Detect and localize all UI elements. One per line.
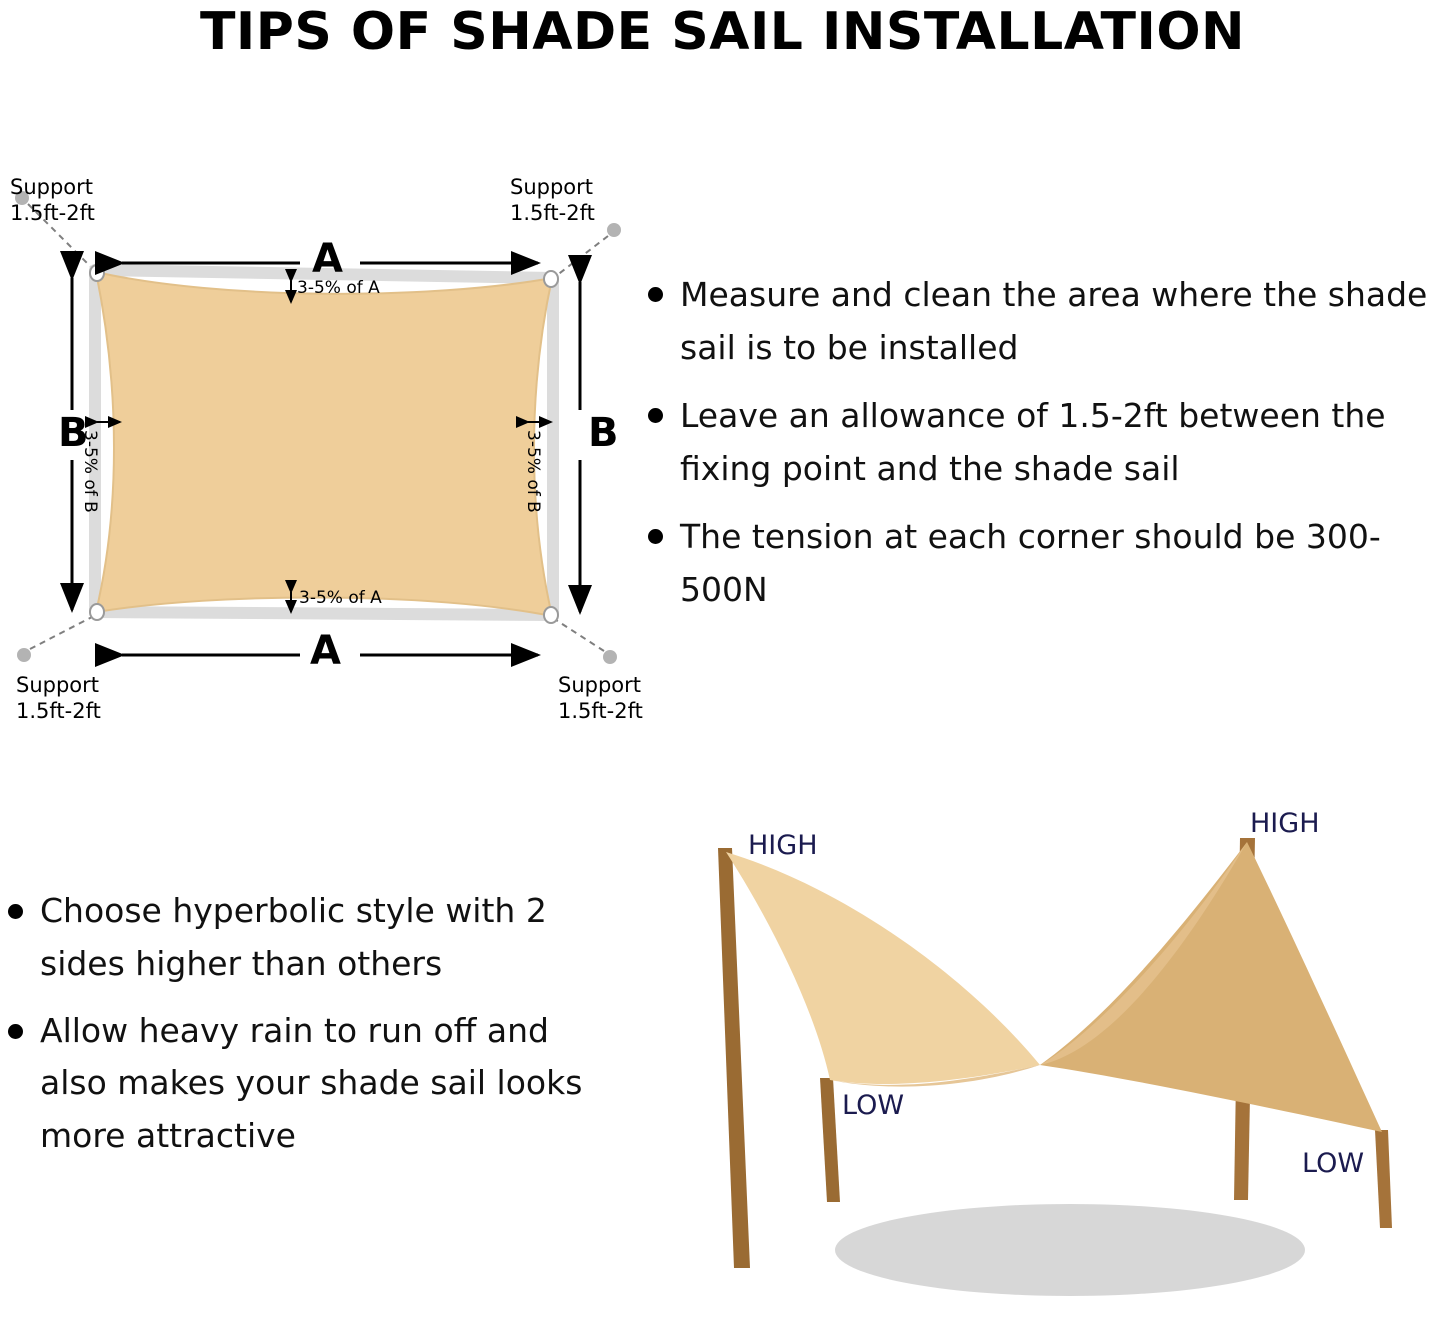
- support-label-line1: Support: [16, 673, 100, 697]
- list-item: [638, 268, 1445, 375]
- page-title: TIPS OF SHADE SAIL INSTALLATION: [199, 2, 1246, 62]
- tips-list-bottom: [0, 885, 618, 1177]
- support-label-line1: Support: [558, 673, 642, 697]
- tips-list-top: [638, 268, 1445, 631]
- tip-text: The tension at each corner should be 300-500N: [680, 516, 1381, 610]
- tip-text: Measure and clean the area where the shade sail is to be installed: [680, 275, 1428, 368]
- support-label-line1: Support: [10, 175, 94, 199]
- support-label-top-left: [10, 174, 95, 227]
- tip-text: Choose hyperbolic style with 2 sides higher than others: [40, 891, 547, 983]
- curve-label-top: 3-5% of A: [297, 278, 380, 298]
- support-label-bottom-left: [16, 672, 101, 725]
- support-label-top-right: [510, 174, 595, 227]
- dimension-label-a-bottom: A: [310, 628, 341, 674]
- support-label-line2: 1.5ft-2ft: [558, 699, 643, 724]
- dimension-label-b-left: B: [58, 410, 89, 456]
- support-label-line1: Support: [510, 175, 594, 199]
- label-high-left: HIGH: [748, 830, 818, 861]
- tip-text: Allow heavy rain to run off and also makes your shade sail looks more attractive: [40, 1010, 583, 1156]
- label-low-right: LOW: [1302, 1148, 1365, 1179]
- list-item: [638, 510, 1445, 617]
- list-item: [0, 885, 618, 991]
- list-item: [0, 1005, 618, 1163]
- curve-label-left: 3-5% of B: [80, 430, 100, 513]
- support-label-bottom-right: [558, 672, 643, 725]
- dimension-label-a-top: A: [312, 236, 343, 282]
- label-high-right: HIGH: [1250, 808, 1320, 839]
- list-item: [638, 389, 1445, 496]
- curve-label-right: 3-5% of B: [523, 430, 543, 513]
- tip-text: Leave an allowance of 1.5-2ft between the fixing point and the shade sail: [680, 395, 1386, 489]
- hyperbolic-sail-illustration: [640, 780, 1445, 1319]
- label-low-left: LOW: [842, 1090, 905, 1121]
- support-label-line2: 1.5ft-2ft: [510, 201, 595, 226]
- support-label-line2: 1.5ft-2ft: [10, 201, 95, 226]
- rectangular-sail-diagram: [0, 160, 660, 730]
- dimension-label-b-right: B: [588, 410, 619, 456]
- curve-label-bottom: 3-5% of A: [299, 588, 382, 608]
- support-label-line2: 1.5ft-2ft: [16, 699, 101, 724]
